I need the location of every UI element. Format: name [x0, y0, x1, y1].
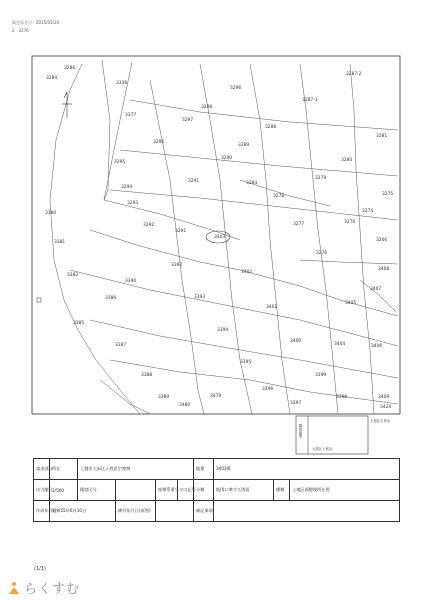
parcel-label-3286: 3286	[153, 140, 165, 145]
parcel-label-3278: 3278	[273, 194, 285, 199]
parcel-label-3276: 3276	[344, 220, 356, 225]
value-supplementary	[214, 501, 400, 522]
parcel-label-3290: 3290	[221, 156, 233, 161]
parcel-label-3404: 3404	[334, 342, 346, 347]
parcel-label-3336: 3336	[116, 81, 128, 86]
parcel-label-3401: 3401	[266, 305, 278, 310]
page-indicator: (1/1)	[34, 566, 46, 572]
page-reference: 2 3276	[12, 28, 29, 33]
parcel-label-3295: 3295	[114, 160, 126, 165]
parcel-label-3381: 3381	[54, 240, 66, 245]
parcel-label-3286: 3286	[64, 66, 76, 71]
house-icon	[8, 581, 20, 595]
value-created-date: 昭和55年6月10日	[50, 501, 116, 522]
parcel-label-3480: 3480	[179, 403, 191, 408]
parcel-label-3388: 3388	[141, 373, 153, 378]
parcel-label-3394: 3394	[217, 328, 229, 333]
label-type: 種類	[274, 480, 290, 501]
parcel-label-3266: 3266	[376, 238, 388, 243]
parcel-label-3479: 3479	[210, 394, 222, 399]
parcel-label-3284: 3284	[246, 181, 258, 186]
parcel-label-3387: 3387	[115, 343, 127, 348]
value-type: 土地区画整理所在図	[290, 480, 400, 501]
info-row-scale	[34, 480, 400, 501]
print-date: 販売年月日：2015/01/20	[12, 20, 60, 25]
parcel-label-3400: 3400	[290, 339, 302, 344]
parcel-label-3292: 3292	[143, 223, 155, 228]
parcel-label-3280: 3280	[341, 158, 353, 163]
parcel-label-3279: 3279	[315, 176, 327, 181]
parcel-labels	[45, 65, 393, 410]
label-installed-date: 備付年月日(原図)	[116, 501, 156, 522]
parcel-label-3390: 3390	[125, 279, 137, 284]
parcel-label-3398: 3398	[336, 395, 348, 400]
value-output-scale: 1/500	[50, 480, 78, 501]
value-precision	[116, 480, 156, 501]
parcel-label-3408: 3408	[378, 267, 390, 272]
parcel-label-3392: 3392	[171, 263, 183, 268]
value-installed-date	[156, 501, 194, 522]
value-location: 上越市大潟区土底浜字渡割	[78, 459, 194, 480]
parcel-label-3274: 3274	[362, 209, 374, 214]
parcel-label-3288: 3288	[265, 125, 277, 130]
label-coordinate-system: 座標系番号又は記号	[156, 480, 178, 501]
parcel-label-3382: 3382	[67, 273, 79, 278]
parcel-label-3385: 3385	[73, 321, 85, 326]
parcel-label-3296: 3296	[230, 86, 242, 91]
parcel-label-3291: 3291	[175, 229, 187, 234]
parcel-label-3424: 3424	[380, 405, 392, 410]
parcel-label-3402: 3402	[241, 270, 253, 275]
parcel-label-3277: 3277	[293, 222, 305, 227]
value-classification: 地図に準ずる図面	[214, 480, 274, 501]
legend-stamp-label: 隣接地番	[298, 424, 302, 438]
brand-logo[interactable]	[8, 578, 80, 597]
parcel-label-3409: 3409	[378, 395, 390, 400]
boundary-marker	[37, 298, 41, 302]
brand-logo-text: らくすむ	[24, 582, 81, 597]
label-output-scale: 出力縮尺	[34, 480, 50, 501]
label-request-section: 請求部分	[34, 459, 50, 480]
parcel-label-3294: 3294	[121, 185, 133, 190]
parcel-label-3396: 3396	[262, 387, 274, 392]
parcel-label-3405: 3405	[345, 301, 357, 306]
parcel-label-3380: 3380	[45, 211, 57, 216]
parcel-label-3389: 3389	[158, 395, 170, 400]
parcel-label-3293: 3293	[127, 201, 139, 206]
value-lot-number: 3403番	[214, 459, 400, 480]
parcel-label-3399: 3399	[315, 373, 327, 378]
parcel-label-3291: 3291	[188, 179, 200, 184]
parcel-label-3377: 3377	[125, 113, 137, 118]
parcel-label-3407: 3407	[370, 287, 382, 292]
parcel-label-3406: 3406	[371, 344, 383, 349]
label-location: 所在	[50, 459, 78, 480]
parcel-label-3393: 3393	[194, 295, 206, 300]
parcel-label-3386: 3386	[105, 296, 117, 301]
parcel-label-3281: 3281	[376, 134, 388, 139]
label-lot-number: 地番	[194, 459, 214, 480]
parcel-label-3275: 3275	[382, 192, 394, 197]
parcel-label-3276: 3276	[316, 251, 328, 256]
label-created-date: 作成年月日	[34, 501, 50, 522]
parcel-label-3287-2: 3287-2	[346, 72, 362, 77]
parcel-label-3284: 3284	[46, 76, 58, 81]
info-row-location	[34, 459, 400, 480]
parcel-label-3287-1: 3287-1	[302, 98, 318, 103]
parcel-label-3298: 3298	[201, 105, 213, 110]
parcel-label-3297: 3297	[182, 118, 194, 123]
label-supplementary: 補記事項	[194, 501, 214, 522]
parcel-label-3397: 3397	[290, 401, 302, 406]
info-row-dates	[34, 501, 400, 522]
inset-text-1: 大湯区土底浜	[312, 447, 333, 451]
parcel-label-3289: 3289	[238, 143, 250, 148]
label-precision: 精度区分	[78, 480, 116, 501]
info-table	[33, 458, 400, 522]
label-classification: 分類	[194, 480, 214, 501]
parcel-label-3395: 3395	[240, 360, 252, 365]
parcel-label-3403: 3403	[214, 235, 226, 240]
inset-text-2: 大湯区土底浜	[370, 419, 391, 423]
